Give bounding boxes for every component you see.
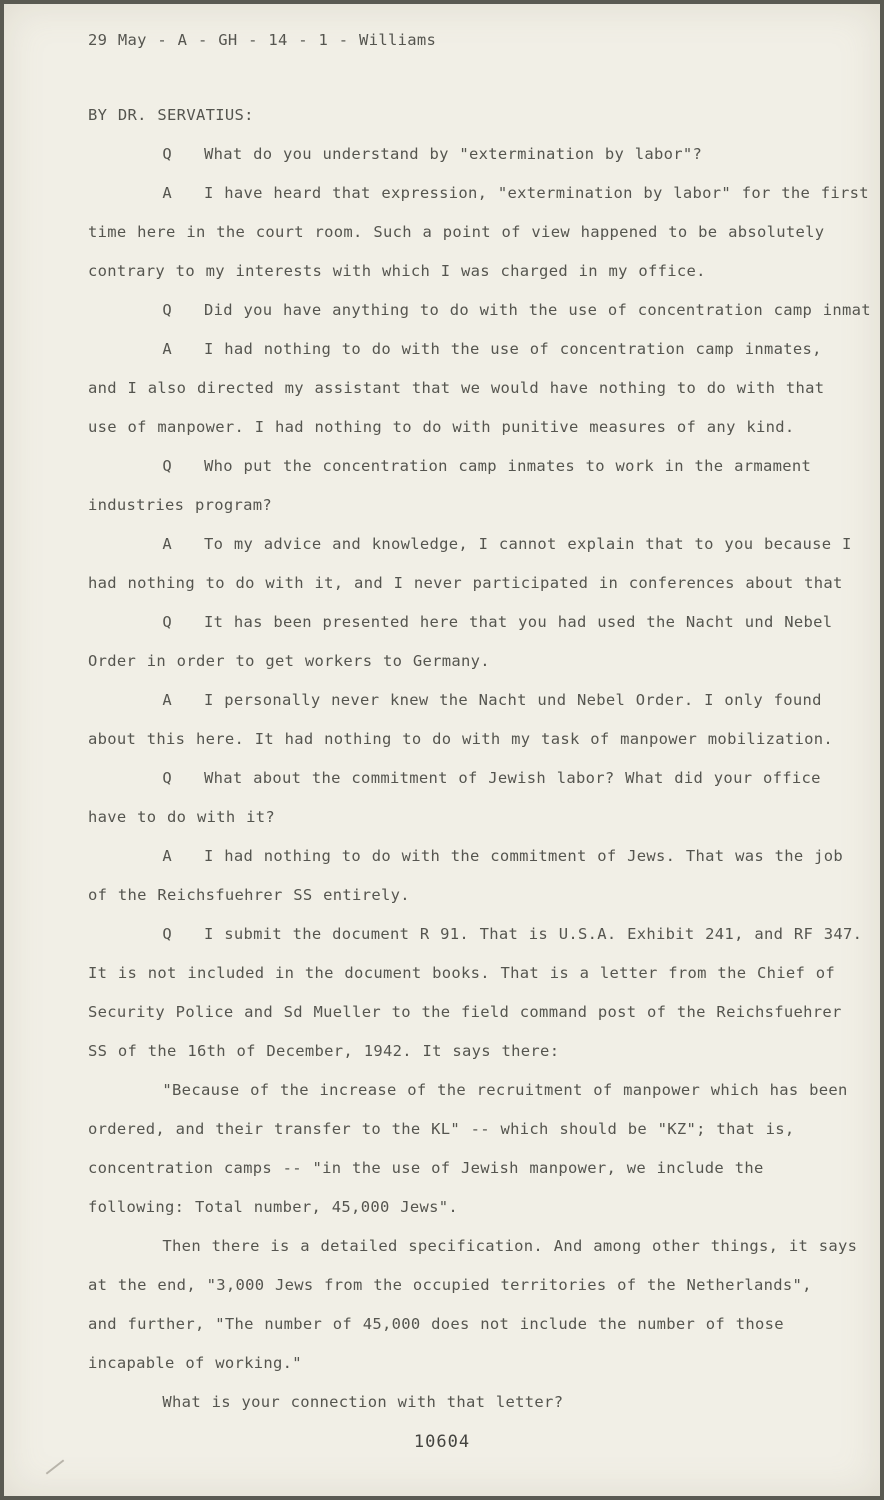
- text-line: use of manpower. I had nothing to do with punitive measures of any kind.: [88, 418, 795, 436]
- text-line: It is not included in the document books. That is a letter from the Chief of: [88, 964, 836, 982]
- text-line: Order in order to get workers to Germany.: [88, 652, 490, 670]
- text-line: and I also directed my assistant that we would have nothing to do with that: [88, 379, 825, 397]
- quotation-line: "Because of the increase of the recruitment of manpower which has been: [88, 1081, 848, 1099]
- answer-line: A I had nothing to do with the use of concentration camp inmates,: [88, 340, 822, 358]
- answer-line: A To my advice and knowledge, I cannot explain that to you because I: [88, 535, 852, 553]
- section-heading: BY DR. SERVATIUS:: [88, 106, 254, 124]
- quotation-line: ordered, and their transfer to the KL" -- which should be "KZ"; that is,: [88, 1120, 795, 1138]
- question-line: Q What do you understand by "extermination by labor"?: [88, 145, 703, 163]
- question-line: Q What about the commitment of Jewish labor? What did your office: [88, 769, 821, 787]
- page-number: 10604: [413, 1432, 471, 1452]
- text-line: contrary to my interests with which I was charged in my office.: [88, 262, 706, 280]
- text-line: had nothing to do with it, and I never participated in conferences about that: [88, 574, 843, 592]
- answer-line: A I personally never knew the Nacht und Nebel Order. I only found: [88, 691, 822, 709]
- text-line: of the Reichsfuehrer SS entirely.: [88, 886, 410, 904]
- quotation-line: following: Total number, 45,000 Jews".: [88, 1198, 459, 1216]
- text-line: time here in the court room. Such a point of view happened to be absolutely: [88, 223, 825, 241]
- answer-line: A I had nothing to do with the commitment of Jews. That was the job: [88, 847, 844, 865]
- document-page: [4, 4, 880, 1496]
- question-line: Q Did you have anything to do with the use of concentration camp inmat: [88, 301, 871, 319]
- question-line: Q It has been presented here that you had used the Nacht und Nebel: [88, 613, 833, 631]
- question-line: Q I submit the document R 91. That is U.S.A. Exhibit 241, and RF 347.: [88, 925, 863, 943]
- page-header: 29 May - A - GH - 14 - 1 - Williams: [88, 31, 437, 49]
- text-line: at the end, "3,000 Jews from the occupied territories of the Netherlands",: [88, 1276, 812, 1294]
- text-line: about this here. It had nothing to do with my task of manpower mobilization.: [88, 730, 834, 748]
- text-line: and further, "The number of 45,000 does not include the number of those: [88, 1315, 784, 1333]
- typed-text-body: [4, 4, 880, 1496]
- text-line: SS of the 16th of December, 1942. It says there:: [88, 1042, 560, 1060]
- text-line: incapable of working.": [88, 1354, 302, 1372]
- text-line: have to do with it?: [88, 808, 276, 826]
- answer-line: A I have heard that expression, "extermination by labor" for the first: [88, 184, 869, 202]
- text-line: Security Police and Sd Mueller to the field command post of the Reichsfuehrer: [88, 1003, 842, 1021]
- text-line: industries program?: [88, 496, 273, 514]
- question-line: Q Who put the concentration camp inmates to work in the armament: [88, 457, 812, 475]
- quotation-line: concentration camps -- "in the use of Jewish manpower, we include the: [88, 1159, 764, 1177]
- question-line: What is your connection with that letter?: [88, 1393, 564, 1411]
- text-line: Then there is a detailed specification. And among other things, it says: [88, 1237, 858, 1255]
